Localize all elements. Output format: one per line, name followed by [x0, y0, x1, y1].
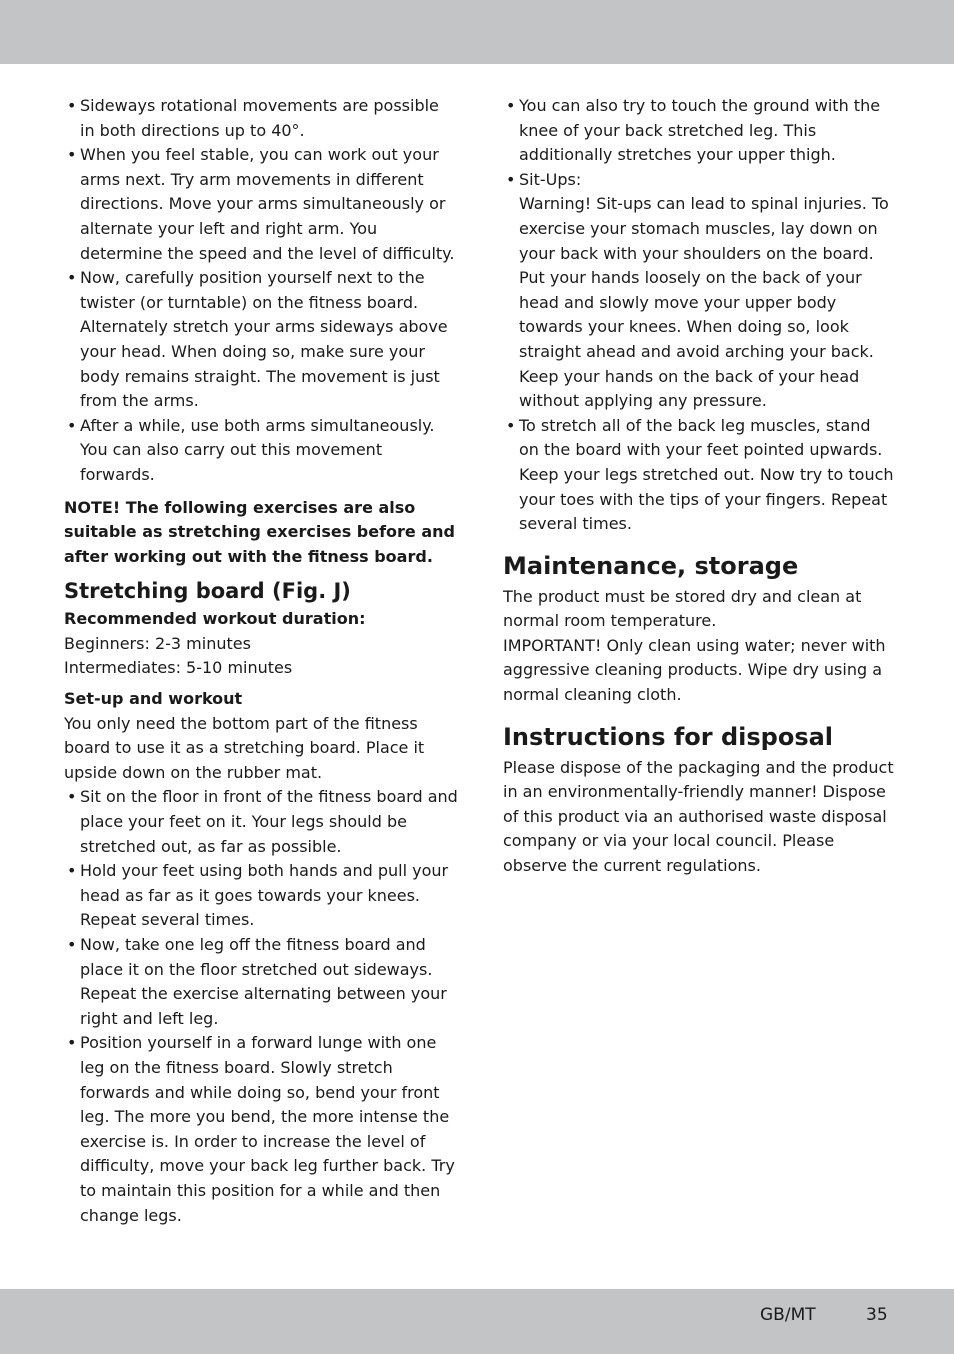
- list-item-text: • To stretch all of the back leg muscles, stand on the board with your feet pointed upwards. Keep your legs stretched out. Now try to touch your toes with the tips of your fingers. Repeat several times.: [519, 415, 894, 534]
- list-item-text: • When you feel stable, you can work out your arms next. Try arm movements in different directions. Move your arms simultaneously or alternate your left and right arm. You determine the speed and the level of difficulty.: [80, 145, 455, 263]
- list-item: [503, 414, 895, 537]
- list-item-text: • After a while, use both arms simultaneously. You can also carry out this movement forwards.: [80, 415, 435, 484]
- left-column: [64, 94, 458, 1228]
- note-text: NOTE! The following exercises are also suitable as stretching exercises before and after working out with the fitness board.: [64, 497, 455, 566]
- list-item: [64, 143, 458, 266]
- right-column: [503, 94, 895, 879]
- setup-intro: You only need the bottom part of the fitness board to use it as a stretching board. Place it upside down on the rubber mat.: [64, 713, 425, 782]
- list-item: [64, 933, 458, 1031]
- beginners-text: Beginners: 2-3 minutes: [64, 633, 251, 653]
- maintenance-text: The product must be stored dry and clean at normal room temperature.: [503, 586, 862, 631]
- list-item: [64, 414, 458, 488]
- exercise-list-setup: [64, 785, 458, 1228]
- list-item: [64, 266, 458, 414]
- disposal-heading: Instructions for disposal: [503, 722, 834, 751]
- header-band: [0, 0, 954, 64]
- footer-language: GB/MT: [760, 1305, 816, 1325]
- list-item-text: • Now, take one leg off the fitness board and place it on the floor stretched out sideways. Repeat the exercise alternating between your right and left leg.: [80, 935, 447, 1028]
- intermediates-text: Intermediates: 5-10 minutes: [64, 658, 293, 678]
- maintenance-heading: Maintenance, storage: [503, 551, 799, 580]
- maintenance-important: IMPORTANT! Only clean using water; never with aggressive cleaning products. Wipe dry using a normal cleaning cloth.: [503, 635, 886, 705]
- list-item-text: • Now, carefully position yourself next to the twister (or turntable) on the fitness board. Alternately stretch your arms sideways above your head. When doing so, make sure your body remains straight. The movement is just from the arms.: [80, 268, 448, 411]
- list-item-text: • You can also try to touch the ground with the knee of your back stretched leg. This additionally stretches your upper thigh.: [519, 96, 881, 165]
- situps-text: Warning! Sit-ups can lead to spinal injuries. To exercise your stomach muscles, lay down on your back with your shoulders on the board. Put your hands loosely on the back of your head and slowly move your upper body towards your knees. When doing so, look straight ahead and avoid arching your back. Keep your hands on the back of your head without applying any pressure.: [519, 194, 889, 411]
- list-item: [64, 785, 458, 859]
- list-item: [503, 94, 895, 168]
- duration-heading: Recommended workout duration:: [64, 609, 366, 629]
- list-item: [503, 168, 895, 414]
- list-item-text: • Hold your feet using both hands and pull your head as far as it goes towards your knees. Repeat several times.: [80, 861, 449, 930]
- setup-heading: Set-up and workout: [64, 689, 243, 709]
- exercise-list-top: [64, 94, 458, 488]
- list-item: [64, 1031, 458, 1228]
- page-number: 35: [866, 1305, 888, 1325]
- list-item-text: • Sit on the floor in front of the fitness board and place your feet on it. Your legs should be stretched out, as far as possible.: [80, 787, 458, 856]
- list-item-text: • Sideways rotational movements are possible in both directions up to 40°.: [80, 96, 439, 140]
- exercise-list-right: [503, 94, 895, 537]
- situps-label: • Sit-Ups:: [519, 169, 582, 189]
- stretching-heading: Stretching board (Fig. J): [64, 579, 351, 604]
- list-item: [64, 94, 458, 143]
- list-item: [64, 859, 458, 933]
- disposal-text: Please dispose of the packaging and the product in an environmentally-friendly manner! Dispose of this product via an authorised waste disposal company or via your local council. Please observe the current regulations.: [503, 757, 894, 876]
- list-item-text: • Position yourself in a forward lunge with one leg on the fitness board. Slowly stretch forwards and while doing so, bend your front leg. The more you bend, the more intense the exercise is. In order to increase the level of difficulty, move your back leg further back. Try to maintain this position for a while and then change legs.: [80, 1033, 455, 1225]
